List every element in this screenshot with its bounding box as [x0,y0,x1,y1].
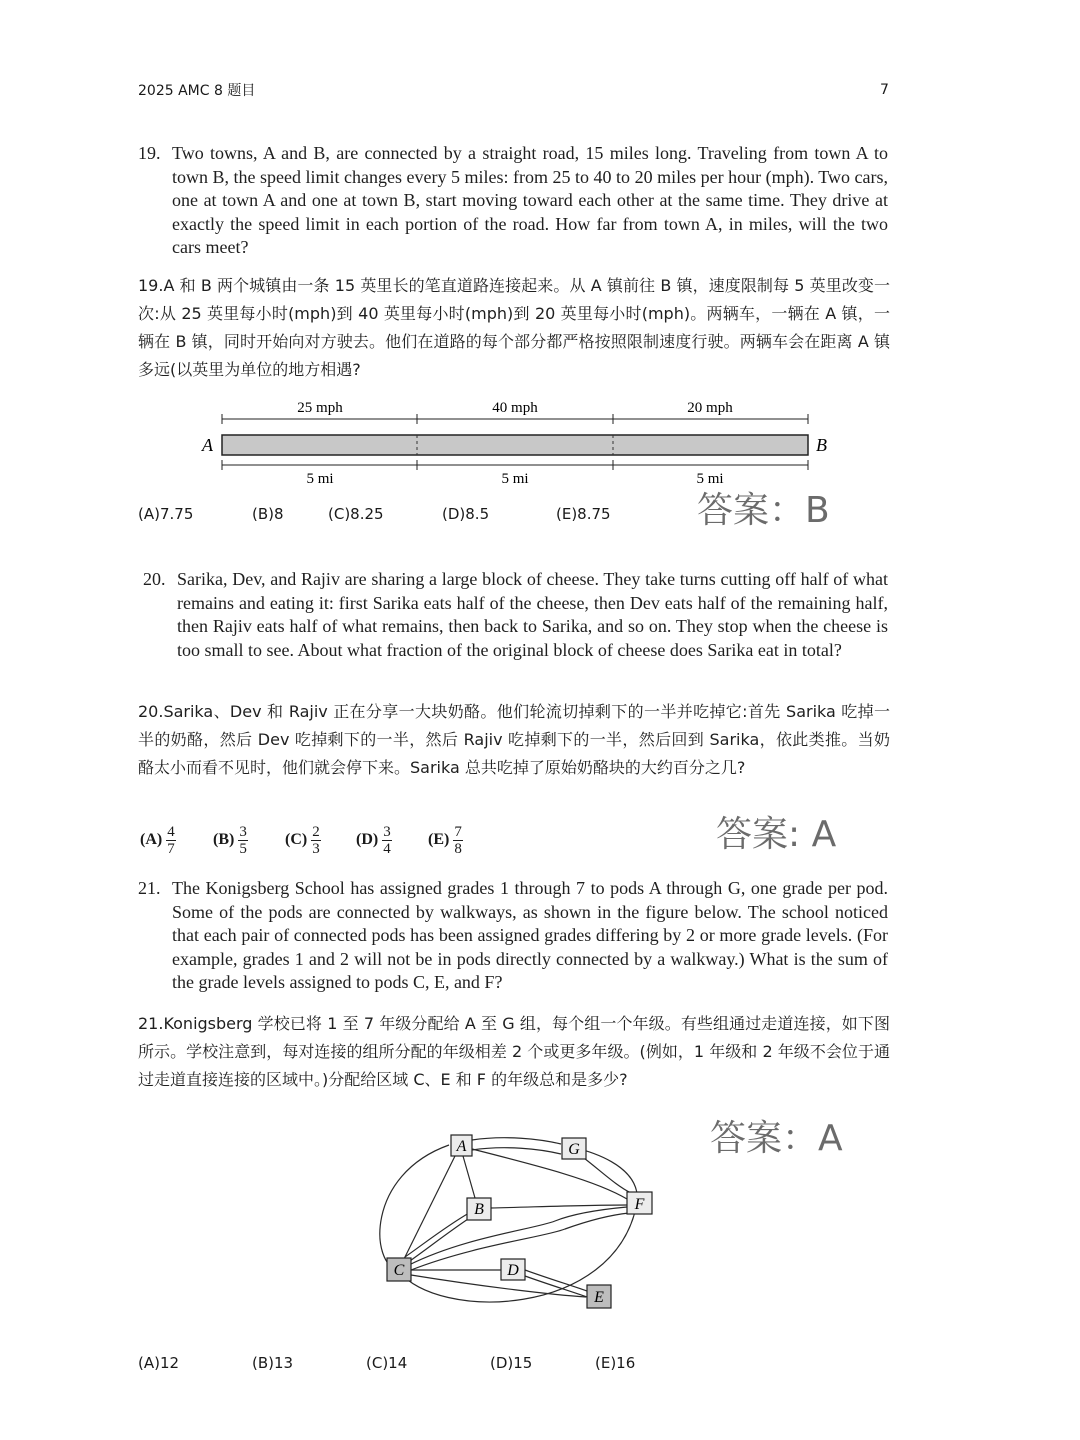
q20-choice-d: (D) $\frac{3}{4}$ [356,823,391,857]
q20-number: 20. [143,569,166,589]
svg-text:D: D [507,1262,519,1279]
fraction: $\frac{2}{3}$ [312,823,320,857]
q19-choice-e: (E)8.75 [556,505,611,523]
q19-choice-c: (C)8.25 [328,505,384,523]
q21-choice-a: (A)12 [138,1354,180,1372]
q19-english [138,142,888,260]
speed-label-2: 40 mph [492,400,538,416]
fraction: $\frac{3}{4}$ [383,823,391,857]
q19-road-diagram [190,395,850,490]
q20-choice-a: (A) $\frac{4}{7}$ [140,823,175,857]
q20-choice-e: (E) $\frac{7}{8}$ [428,823,462,857]
speed-label-3: 20 mph [687,400,733,416]
svg-text:G: G [568,1141,580,1158]
q19-number: 19. [138,143,161,163]
pod-e [587,1285,611,1308]
length-label-2: 5 mi [501,471,529,487]
q19-choice-a: (A)7.75 [138,505,194,523]
q21-chinese-text: 21.Konigsberg 学校已将 1 至 7 年级分配给 A 至 G 组，每个组一个年级。有些组通过走道连接，如下图所示。学校注意到，每对连接的组所分配的年级相差 2 个或更多年级。(例如，1 年级和 2 年级不会位于通过走道直接连接的区域中。)分配给区域 C、E 和 F 的年级总和是多少? [138,1014,890,1089]
fraction: $\frac{4}{7}$ [167,823,175,857]
q21-answer: 答案：A [710,1118,843,1159]
q19-choice-d: (D)8.5 [442,505,490,523]
q20-chinese-text: 20.Sarika、Dev 和 Rajiv 正在分享一大块奶酪。他们轮流切掉剩下的一半并吃掉它:首先 Sarika 吃掉一半的奶酪，然后 Dev 吃掉剩下的一半，然后 Rajiv 吃掉剩下的一半，然后回到 Sarika，依此类推。当奶酪太小而看不见时，他们就会停下来。Sarika 总共吃掉了原始奶酪块的大约百分之几? [138,702,890,777]
speed-label-1: 25 mph [297,400,343,416]
svg-text:E: E [594,1289,604,1306]
q21-choice-e: (E)16 [595,1354,636,1372]
pod-b [467,1198,491,1220]
q21-pod-graph [375,1125,675,1330]
svg-text:B: B [474,1201,484,1218]
road-bar [222,435,808,455]
length-label-1: 5 mi [306,471,334,487]
town-b-label: B [816,435,827,455]
fraction: $\frac{3}{5}$ [239,823,247,857]
pod-c [387,1258,411,1281]
town-a-label: A [202,435,213,455]
page-number: 7 [880,82,889,98]
q20-english-text: Sarika, Dev, and Rajiv are sharing a large block of cheese. They take turns cutting off half of what remains and eating it: first Sarika eats half of the cheese, then Dev eats half of the remaining half, then Rajiv eats half of what remains, then back to Sarika, and so on. They stop when the cheese is too small to see. About what fraction of the original block of cheese does Sarika eat in total? [177,569,888,660]
q19-answer: 答案：B [697,490,830,531]
q20-english [143,568,888,662]
svg-text:C: C [393,1262,405,1279]
pod-f [627,1192,652,1214]
length-label-3: 5 mi [696,471,724,487]
q19-english-text: Two towns, A and B, are connected by a straight road, 15 miles long. Traveling from town A to town B, the speed limit changes every 5 miles: from 25 to 40 to 20 miles per hour (mph). Two cars, one at town A and one at town B, start moving toward each other at the same time. They drive at exactly the speed limit in each portion of the road. How far from town A, in miles, will the two cars meet? [172,143,888,257]
q21-english-text: The Konigsberg School has assigned grades 1 through 7 to pods A through G, one grade per pod. Some of the pods are connected by walkways, as shown in the figure below. The school noticed that each pair of connected pods has been assigned grades differing by 2 or more grade levels. (For example, grades 1 and 2 will not be in pods directly connected by a walkway.) What is the sum of the grade levels assigned to pods C, E, and F? [172,878,888,992]
q20-choice-b: (B) $\frac{3}{5}$ [213,823,247,857]
svg-text:A: A [456,1138,467,1155]
q21-choice-b: (B)13 [252,1354,294,1372]
fraction: $\frac{7}{8}$ [454,823,462,857]
q19-choice-b: (B)8 [252,505,284,523]
pod-d [501,1259,525,1280]
q21-choice-c: (C)14 [366,1354,408,1372]
q19-chinese-text: 19.A 和 B 两个城镇由一条 15 英里长的笔直道路连接起来。从 A 镇前往 B 镇，速度限制每 5 英里改变一次:从 25 英里每小时(mph)到 40 英里每小时(mph)到 20 英里每小时(mph)。两辆车，一辆在 A 镇，一辆在 B 镇，同时开始向对方驶去。他们在道路的每个部分都严格按照限制速度行驶。两辆车会在距离 A 镇多远(以英里为单位的地方相遇? [138,276,890,379]
q21-number: 21. [138,878,161,898]
q20-answer: 答案: A [716,814,837,855]
pod-a [451,1135,472,1156]
svg-text:F: F [634,1196,645,1213]
page-header-title: 2025 AMC 8 题目 [138,83,256,99]
pod-g [562,1138,586,1159]
q21-english [138,877,888,995]
q20-choice-c: (C) $\frac{2}{3}$ [285,823,320,857]
q21-choice-d: (D)15 [490,1354,533,1372]
